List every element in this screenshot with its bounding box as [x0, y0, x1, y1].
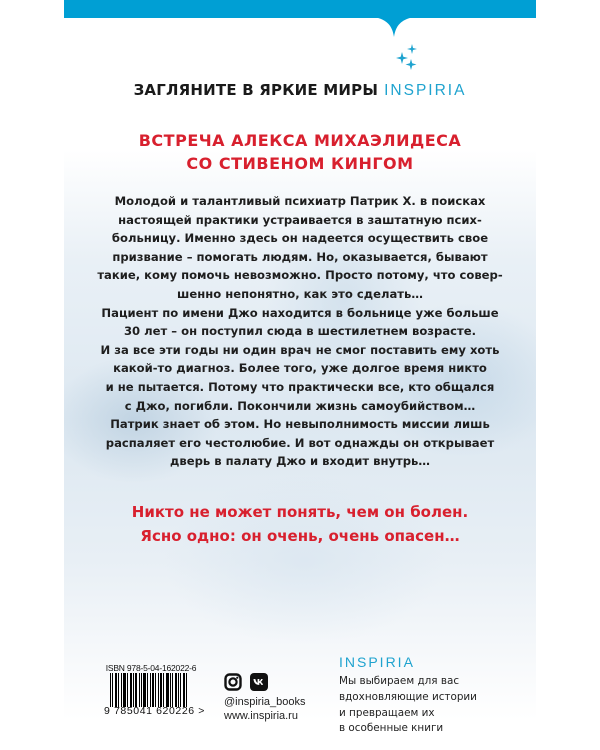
description-line: такие, кому помочь невозможно. Просто потому, что совер- — [97, 268, 503, 283]
publisher-about — [339, 654, 529, 737]
description-text — [92, 192, 508, 471]
about-line: в особенные книги — [339, 722, 444, 735]
description-line: распаляет его честолюбие. И вот однажды он открывает — [105, 435, 495, 450]
top-color-bar — [64, 0, 536, 18]
isbn-number: ISBN 978-5-04-162022-6 — [105, 663, 197, 673]
header-tagline: ЗАГЛЯНИТЕ В ЯРКИЕ МИРЫ — [133, 81, 379, 99]
isbn-barcode — [104, 663, 205, 729]
description-line: шенно непонятно, как это сделать… — [177, 286, 423, 301]
description-line: настоящей практики устраивается в заштатную псих- — [118, 212, 482, 227]
sparkles-icon — [396, 44, 420, 72]
description-line: Молодой и талантливый психиатр Патрик Х. в поисках — [114, 194, 486, 208]
description-line: с Джо, погибли. Покончили жизнь самоубийством… — [124, 398, 476, 413]
about-line: Мы выбираем для вас — [339, 675, 460, 687]
hook-text — [64, 500, 536, 548]
vk-icon[interactable] — [250, 673, 268, 691]
barcode-digits: 9 785041 620226 > — [104, 705, 205, 717]
instagram-icon[interactable] — [224, 673, 242, 691]
header-brand-logo: INSPIRIA — [384, 82, 467, 99]
about-line: вдохновляющие истории — [339, 690, 477, 703]
website-link[interactable]: www.inspiria.ru — [224, 710, 298, 722]
description-line: 30 лет – он поступил сюда в шестилетнем возрасте. — [123, 324, 477, 339]
description-line: И за все эти годы ни один врач не смог поставить ему хоть — [100, 342, 500, 357]
hook-line: Никто не может понять, чем он болен. — [131, 503, 469, 521]
book-back-cover — [64, 0, 536, 750]
description-line: больницу. Именно здесь он надеется осуществить свое — [111, 231, 489, 246]
publisher-logo: INSPIRIA — [339, 654, 415, 670]
description-line: призвание – помогать людям. Но, оказывается, бывают — [112, 249, 488, 264]
hook-line: Ясно одно: он очень, очень опасен… — [140, 527, 460, 545]
publisher-description — [339, 674, 529, 737]
description-line: Патрик знает об этом. Но невыполнимость миссии лишь — [110, 417, 490, 432]
barcode-bars — [110, 673, 198, 707]
header-tagline-row — [64, 80, 536, 100]
description-line: дверь в палату Джо и входит внутрь… — [170, 454, 430, 469]
book-subtitle — [64, 129, 536, 175]
description-line: и не пытается. Потому что практически все, кто общался — [105, 379, 495, 394]
about-line: и превращаем их — [339, 706, 435, 719]
social-handle[interactable]: @inspiria_books — [224, 696, 306, 708]
description-line: какой-то диагноз. Более того, уже долгое время никто — [113, 361, 487, 376]
description-line: Пациент по имени Джо находится в больнице уже больше — [101, 305, 499, 320]
subtitle-line: СО СТИВЕНОМ КИНГОМ — [186, 154, 414, 173]
drop-shape-icon — [374, 17, 414, 37]
subtitle-line: ВСТРЕЧА АЛЕКСА МИХАЭЛИДЕСА — [138, 131, 462, 150]
